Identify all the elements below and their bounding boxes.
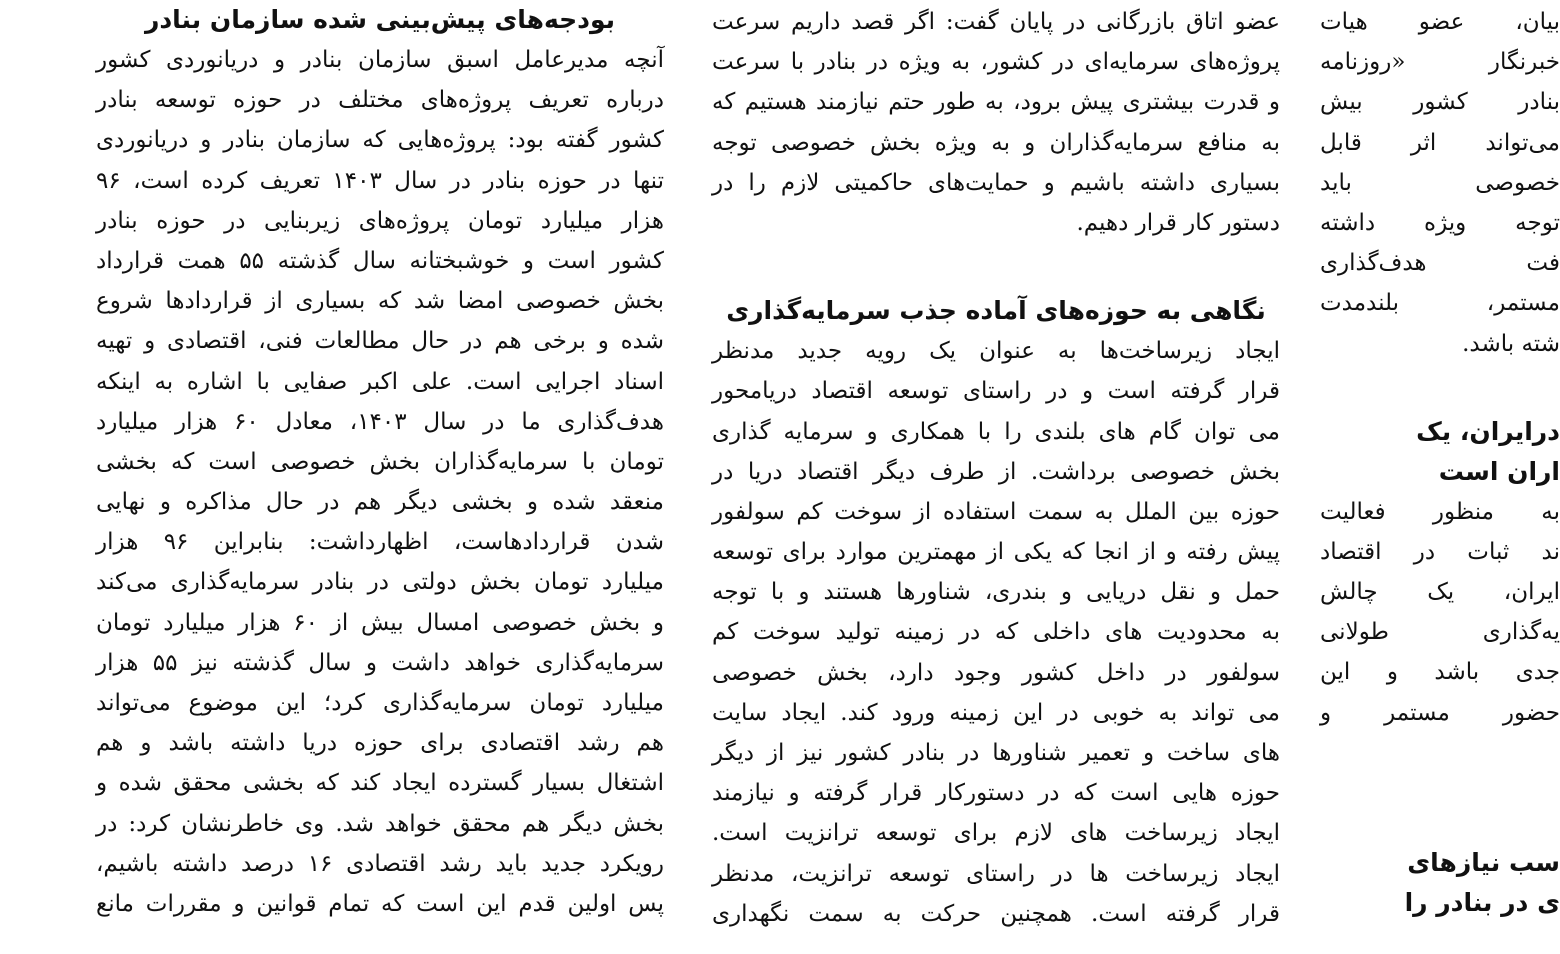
text-line: ند ثبات در اقتصاد — [1320, 538, 1560, 565]
article-column-right — [1320, 0, 1560, 954]
text-line: میلیارد تومان بخش دولتی در بنادر سرمایه‌گذاری می‌کند — [96, 569, 664, 596]
text-line: سب نیازهای — [1407, 847, 1560, 877]
text-line: بخش دیگر هم محقق خواهد شد. وی خاطرنشان کرد: در — [96, 810, 664, 837]
text-line: ی در بنادر را — [1404, 887, 1560, 917]
text-line: و قدرت بیشتری پیش برود، به طور حتم نیازمند هستیم که — [712, 89, 1280, 116]
text-line: قرار گرفته است و در راستای توسعه اقتصاد دریامحور — [712, 378, 1280, 405]
paragraph — [1320, 492, 1560, 733]
text-line: پیش رفته و از انجا که یکی از مهمترین موارد برای توسعه — [712, 539, 1280, 566]
text-line: های ساخت و تعمیر شناورها در بنادر کشور نیز از دیگر — [712, 740, 1280, 766]
text-line: توجه ویژه داشته — [1320, 209, 1560, 236]
text-line: کشور گفته بود: پروژه‌هایی که سازمان بنادر و دریانوردی — [96, 127, 664, 154]
paragraph — [712, 331, 1280, 934]
text-line: پروژه‌های سرمایه‌ای در کشور، به ویژه در بنادر با سرعت — [712, 49, 1280, 76]
paragraph — [1320, 2, 1560, 364]
text-line: می توان گام های بلندی را با همکاری و سرمایه گذاری — [712, 418, 1280, 445]
text-line: یه‌گذاری طولانی — [1320, 619, 1560, 646]
text-line: درباره تعریف پروژه‌های مختلف در حوزه توسعه بنادر — [96, 87, 664, 114]
text-line: منعقد شده و بخشی دیگر هم در حال مذاکره و نهایی — [96, 489, 664, 516]
text-line: مستمر، بلندمدت — [1320, 290, 1560, 317]
text-line: قرار گرفته است. همچنین حرکت به سمت نگهداری — [712, 900, 1280, 927]
section-heading — [1320, 412, 1560, 492]
text-line: دستور کار قرار دهیم. — [1076, 209, 1280, 236]
text-line: بنادر کشور بیش — [1320, 89, 1560, 116]
section-heading: نگاهی به حوزه‌های آماده جذب سرمایه‌گذاری — [726, 296, 1266, 326]
text-line: هزار میلیارد تومان پروژه‌های زیربنایی در حوزه بنادر — [96, 207, 664, 234]
text-line: شته باشد. — [1462, 330, 1560, 357]
text-line: درایران، یک — [1416, 416, 1560, 446]
section-heading — [1320, 843, 1560, 923]
text-line: حضور مستمر و — [1320, 699, 1560, 726]
text-line: شدن قراردادهاست، اظهارداشت: بنابراین ۹۶ هزار — [96, 529, 664, 556]
paragraph — [96, 40, 664, 924]
text-line: خصوصی باید — [1320, 169, 1560, 196]
text-line: ایجاد زیرساخت ها در راستای توسعه ترانزیت، مدنظر — [712, 860, 1280, 887]
text-line: بخش خصوصی امضا شد که بسیاری از قراردادها شروع — [96, 288, 664, 315]
text-line: شده و برخی هم در حال مطالعات فنی، اقتصادی و تهیه — [96, 328, 664, 355]
text-line: سرمایه‌گذاری خواهد داشت و سال گذشته نیز ۵۵ هزار — [96, 649, 664, 676]
text-line: حوزه هایی است که در دستورکار قرار گرفته و نیازمند — [712, 780, 1280, 807]
text-line: سولفور در داخل کشور وجود دارد، بخش خصوصی — [712, 659, 1280, 686]
article-column-left — [96, 0, 664, 954]
text-line: می‌تواند اثر قابل — [1320, 129, 1560, 156]
text-line: به محدودیت های داخلی که در زمینه تولید سوخت کم — [712, 619, 1280, 646]
text-line: به منظور فعالیت — [1320, 498, 1560, 525]
text-line: اسناد اجرایی است. علی اکبر صفایی با اشاره به اینکه — [96, 368, 664, 395]
text-line: بسیاری داشته باشیم و حمایت‌های حاکمیتی لازم را در — [712, 169, 1280, 196]
text-line: به منافع سرمایه‌گذاران و به ویژه بخش خصوصی توجه — [712, 129, 1280, 156]
paragraph — [712, 2, 1280, 243]
text-line: هم رشد اقتصادی برای حوزه دریا داشته باشد و هم — [96, 730, 664, 757]
text-line: اشتغال بسیار گسترده ایجاد کند که بخشی محقق شده و — [96, 770, 664, 797]
section-heading: بودجه‌های پیش‌بینی شده سازمان بنادر — [144, 5, 616, 34]
text-line: بیان، عضو هیات — [1320, 9, 1560, 35]
text-line: تنها در حوزه بنادر در سال ۱۴۰۳ تعریف کرده است، ۹۶ — [96, 167, 664, 194]
text-line: پس اولین قدم این است که تمام قوانین و مقررات مانع — [96, 890, 664, 917]
text-line: ایجاد زیرساخت‌ها به عنوان یک رویه جدید مدنظر — [712, 338, 1280, 365]
text-line: عضو اتاق بازرگانی در پایان گفت: اگر قصد داریم سرعت — [712, 9, 1280, 35]
text-line: فت هدف‌گذاری — [1320, 250, 1560, 277]
text-line: کشور است و خوشبختانه سال گذشته ۵۵ همت قرارداد — [96, 247, 664, 274]
text-line: جدی باشد و این — [1320, 659, 1560, 686]
text-line: ایران، یک چالش — [1320, 579, 1560, 606]
text-line: رویکرد جدید باید رشد اقتصادی ۱۶ درصد داشته باشیم، — [96, 850, 664, 877]
text-line: و بخش خصوصی امسال بیش از ۶۰ هزار میلیارد تومان — [96, 609, 664, 636]
text-line: حمل و نقل دریایی و بندری، شناورها هستند و با توجه — [712, 579, 1280, 606]
text-line: ایجاد زیرساخت های لازم برای توسعه ترانزیت است. — [712, 820, 1280, 847]
text-line: می تواند به خوبی در این زمینه ورود کند. ایجاد سایت — [712, 699, 1280, 726]
text-line: آنچه مدیرعامل اسبق سازمان بنادر و دریانوردی کشور — [96, 47, 664, 73]
text-line: خبرنگار «روزنامه — [1320, 49, 1560, 76]
text-line: میلیارد تومان سرمایه‌گذاری کرد؛ این موضوع می‌تواند — [96, 690, 664, 716]
text-line: تومان با سرمایه‌گذاران بخش خصوصی است که بخشی — [96, 448, 664, 475]
article-column-middle — [712, 0, 1280, 954]
text-line: حوزه بین الملل به سمت استفاده از سوخت کم سولفور — [712, 498, 1280, 525]
text-line: اران است — [1438, 456, 1560, 486]
text-line: هدف‌گذاری ما در سال ۱۴۰۳، معادل ۶۰ هزار میلیارد — [96, 408, 665, 435]
text-line: بخش خصوصی برداشت. از طرف دیگر اقتصاد دریا در — [712, 458, 1280, 485]
